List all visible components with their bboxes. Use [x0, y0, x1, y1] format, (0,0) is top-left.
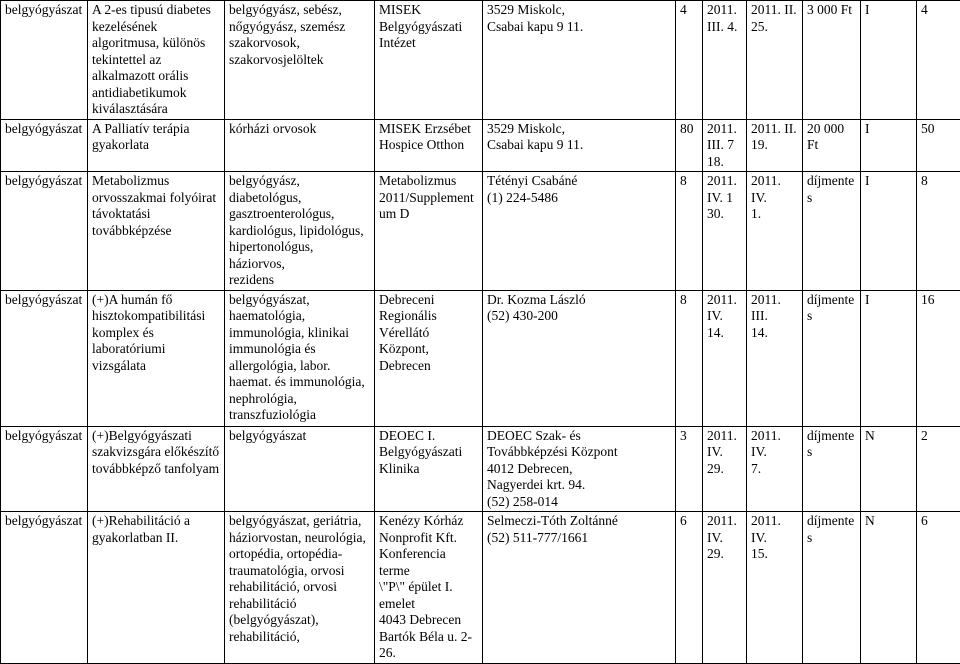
- hours-cell: 6: [917, 512, 960, 664]
- type-cell: I: [861, 1, 917, 120]
- table-row: [1, 512, 960, 664]
- table-row: [1, 172, 960, 291]
- title-cell: (+)Belgyógyászati szakvizsgára előkészítő továbbképző tanfolyam: [88, 426, 225, 512]
- category-cell: belgyógyászat: [1, 290, 88, 426]
- points-cell: 8: [676, 172, 703, 291]
- fee-cell: 20 000 Ft: [803, 119, 861, 172]
- audience-cell: belgyógyászat: [225, 426, 375, 512]
- fee-cell: díjmente s: [803, 290, 861, 426]
- hours-cell: 2: [917, 426, 960, 512]
- contact-cell: Tétényi Csabáné (1) 224-5486: [483, 172, 676, 291]
- hours-cell: 50: [917, 119, 960, 172]
- title-cell: A 2-es tipusú diabetes kezelésének algoritmusa, különös tekintettel az alkalmazott orális antidiabetikumok kiválasztására: [88, 1, 225, 120]
- deadline-cell: 2011. IV. 7.: [747, 426, 803, 512]
- start-date-cell: 2011. III. 7 18.: [703, 119, 747, 172]
- organizer-cell: Kenézy Kórház Nonprofit Kft. Konferencia terme \"P\" épület I. emelet 4043 Debrecen Bartók Béla u. 2- 26.: [375, 512, 483, 664]
- contact-cell: 3529 Miskolc, Csabai kapu 9 11.: [483, 1, 676, 120]
- title-cell: Metabolizmus orvosszakmai folyóirat távoktatási továbbképzése: [88, 172, 225, 291]
- title-cell: A Palliatív terápia gyakorlata: [88, 119, 225, 172]
- category-cell: belgyógyászat: [1, 172, 88, 291]
- start-date-cell: 2011. IV. 29.: [703, 426, 747, 512]
- points-cell: 6: [676, 512, 703, 664]
- organizer-cell: Metabolizmus 2011/Supplement um D: [375, 172, 483, 291]
- organizer-cell: MISEK Belgyógyászati Intézet: [375, 1, 483, 120]
- deadline-cell: 2011. IV. 15.: [747, 512, 803, 664]
- category-cell: belgyógyászat: [1, 426, 88, 512]
- contact-cell: DEOEC Szak- és Továbbképzési Központ 4012 Debrecen, Nagyerdei krt. 94. (52) 258-014: [483, 426, 676, 512]
- organizer-cell: MISEK Erzsébet Hospice Otthon: [375, 119, 483, 172]
- type-cell: N: [861, 426, 917, 512]
- points-cell: 8: [676, 290, 703, 426]
- fee-cell: díjmente s: [803, 426, 861, 512]
- organizer-cell: Debreceni Regionális Vérellátó Központ, Debrecen: [375, 290, 483, 426]
- start-date-cell: 2011. IV. 1 30.: [703, 172, 747, 291]
- deadline-cell: 2011. II. 25.: [747, 1, 803, 120]
- start-date-cell: 2011. IV. 29.: [703, 512, 747, 664]
- category-cell: belgyógyászat: [1, 1, 88, 120]
- deadline-cell: 2011. IV. 1.: [747, 172, 803, 291]
- organizer-cell: DEOEC I. Belgyógyászati Klinika: [375, 426, 483, 512]
- category-cell: belgyógyászat: [1, 512, 88, 664]
- table-row: [1, 290, 960, 426]
- contact-cell: 3529 Miskolc, Csabai kapu 9 11.: [483, 119, 676, 172]
- hours-cell: 16: [917, 290, 960, 426]
- audience-cell: belgyógyászat, haematológia, immunológia, klinikai immunológia és allergológia, labor. haemat. és immunológia, nephrológia, transzfuziológia: [225, 290, 375, 426]
- type-cell: I: [861, 172, 917, 291]
- deadline-cell: 2011. III. 14.: [747, 290, 803, 426]
- fee-cell: 3 000 Ft: [803, 1, 861, 120]
- start-date-cell: 2011. III. 4.: [703, 1, 747, 120]
- fee-cell: díjmente s: [803, 172, 861, 291]
- title-cell: (+)Rehabilitáció a gyakorlatban II.: [88, 512, 225, 664]
- deadline-cell: 2011. II. 19.: [747, 119, 803, 172]
- points-cell: 80: [676, 119, 703, 172]
- table-row: [1, 426, 960, 512]
- title-cell: (+)A humán fő hisztokompatibilitási komplex és laboratóriumi vizsgálata: [88, 290, 225, 426]
- hours-cell: 4: [917, 1, 960, 120]
- table-row: [1, 119, 960, 172]
- type-cell: I: [861, 119, 917, 172]
- start-date-cell: 2011. IV. 14.: [703, 290, 747, 426]
- contact-cell: Dr. Kozma László (52) 430-200: [483, 290, 676, 426]
- type-cell: I: [861, 290, 917, 426]
- audience-cell: belgyógyász, sebész, nőgyógyász, szemész szakorvosok, szakorvosjelöltek: [225, 1, 375, 120]
- contact-cell: Selmeczi-Tóth Zoltánné (52) 511-777/1661: [483, 512, 676, 664]
- table-row: [1, 1, 960, 120]
- fee-cell: díjmente s: [803, 512, 861, 664]
- audience-cell: kórházi orvosok: [225, 119, 375, 172]
- hours-cell: 8: [917, 172, 960, 291]
- type-cell: N: [861, 512, 917, 664]
- points-cell: 4: [676, 1, 703, 120]
- audience-cell: belgyógyászat, geriátria, háziorvostan, neurológia, ortopédia, ortopédia- traumatológia, orvosi rehabilitáció, orvosi rehabilitáció (belgyógyászat), rehabilitáció,: [225, 512, 375, 664]
- points-cell: 3: [676, 426, 703, 512]
- category-cell: belgyógyászat: [1, 119, 88, 172]
- audience-cell: belgyógyász, diabetológus, gasztroenterológus, kardiológus, lipidológus, hipertonológus, háziorvos, rezidens: [225, 172, 375, 291]
